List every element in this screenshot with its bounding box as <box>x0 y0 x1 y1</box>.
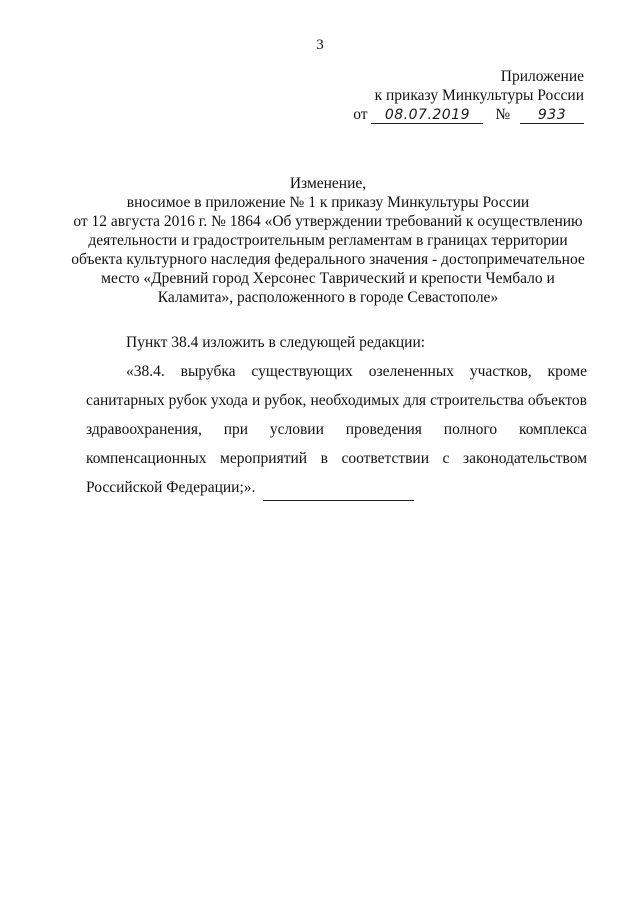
quote-word: объектов <box>527 392 587 409</box>
document-body <box>86 328 587 502</box>
quote-word: проведения <box>345 421 422 438</box>
quote-word: комплекса <box>518 421 587 438</box>
quote-word: законодательством <box>462 450 587 467</box>
from-label: от <box>353 106 368 123</box>
number-label: № <box>495 106 511 123</box>
title-line: от 12 августа 2016 г. № 1864 «Об утверждении требований к осуществлению <box>73 213 583 230</box>
quote-word: рубок <box>168 392 207 409</box>
quote-word: кроме <box>547 363 587 380</box>
annex-title: Приложение <box>500 68 584 85</box>
quote-line <box>86 386 587 415</box>
quote-word: с <box>442 450 450 467</box>
quote-line <box>86 473 587 502</box>
quote-word: санитарных <box>86 392 165 409</box>
quote-word: мероприятий <box>220 450 308 467</box>
handwritten-date: 08.07.2019 <box>371 107 483 124</box>
intro-paragraph: Пункт 38.4 изложить в следующей редакции: <box>126 334 426 351</box>
quote-word: необходимых <box>310 392 400 409</box>
quote-word: «38.4. <box>126 363 165 380</box>
title-line: Изменение, <box>289 175 367 192</box>
quote-word: в <box>320 450 328 467</box>
quote-word: участков, <box>469 363 532 380</box>
quote-word: и <box>251 392 261 409</box>
title-line: объекта культурного наследия федерального значения - достопримечательное <box>71 251 585 268</box>
quote-word: для <box>403 392 427 409</box>
title-line: вносимое в приложение № 1 к приказу Минкультуры России <box>126 194 530 211</box>
quote-word: ухода <box>210 392 248 409</box>
document-title <box>40 174 616 307</box>
annex-date-number-line <box>353 105 584 124</box>
quote-word: существующих <box>251 363 353 380</box>
title-line: деятельности и градостроительным регламентам в границах территории <box>88 232 568 249</box>
title-line: Каламита», расположенного в городе Севастополе» <box>157 289 499 306</box>
quote-word: здравоохранения, <box>86 421 202 438</box>
quote-line <box>86 357 587 386</box>
quote-word: вырубка <box>180 363 236 380</box>
quote-word: Российской Федерации;». <box>86 479 256 496</box>
title-line: место «Древний город Херсонес Таврический и крепости Чембало и <box>101 270 555 287</box>
quote-word: озелененных <box>368 363 454 380</box>
handwritten-order-number: 933 <box>520 107 584 124</box>
annex-header <box>353 67 584 124</box>
closing-rule <box>263 500 414 501</box>
quote-word: рубок, <box>264 392 307 409</box>
quote-line <box>86 415 587 444</box>
quoted-amendment <box>86 357 587 502</box>
quote-word: компенсационных <box>86 450 207 467</box>
quote-word: соответствии <box>341 450 430 467</box>
quote-word: условии <box>269 421 324 438</box>
quote-word: при <box>223 421 249 438</box>
quote-word: полного <box>443 421 498 438</box>
page-number: 3 <box>316 37 324 53</box>
annex-order-reference: к приказу Минкультуры России <box>374 87 584 104</box>
quote-line <box>86 444 587 473</box>
quote-word: строительства <box>430 392 524 409</box>
